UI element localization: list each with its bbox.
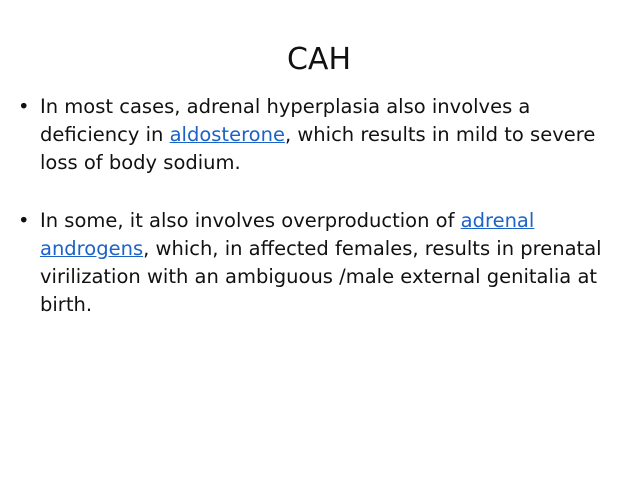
slide-title: CAH	[286, 42, 352, 77]
bullet-item-aldosterone	[18, 93, 630, 177]
bullet-text-after: , which, in affected females, results in prenatal virilization with an ambiguous /male external genitalia at birth.	[40, 237, 602, 316]
bullet-list	[18, 93, 630, 319]
bullet-icon: •	[18, 209, 30, 232]
bullet-text-before: In some, it also involves overproduction of	[40, 209, 461, 232]
bullet-icon: •	[18, 95, 30, 118]
bullet-item-androgens	[18, 207, 630, 319]
adrenal-androgens-link[interactable]: adrenal androgens	[40, 209, 535, 260]
bullet-text-after: , which results in mild to severe loss of body sodium.	[40, 123, 596, 174]
bullet-text-before: In most cases, adrenal hyperplasia also involves a deficiency in	[40, 95, 531, 146]
aldosterone-link[interactable]: aldosterone	[169, 123, 285, 146]
